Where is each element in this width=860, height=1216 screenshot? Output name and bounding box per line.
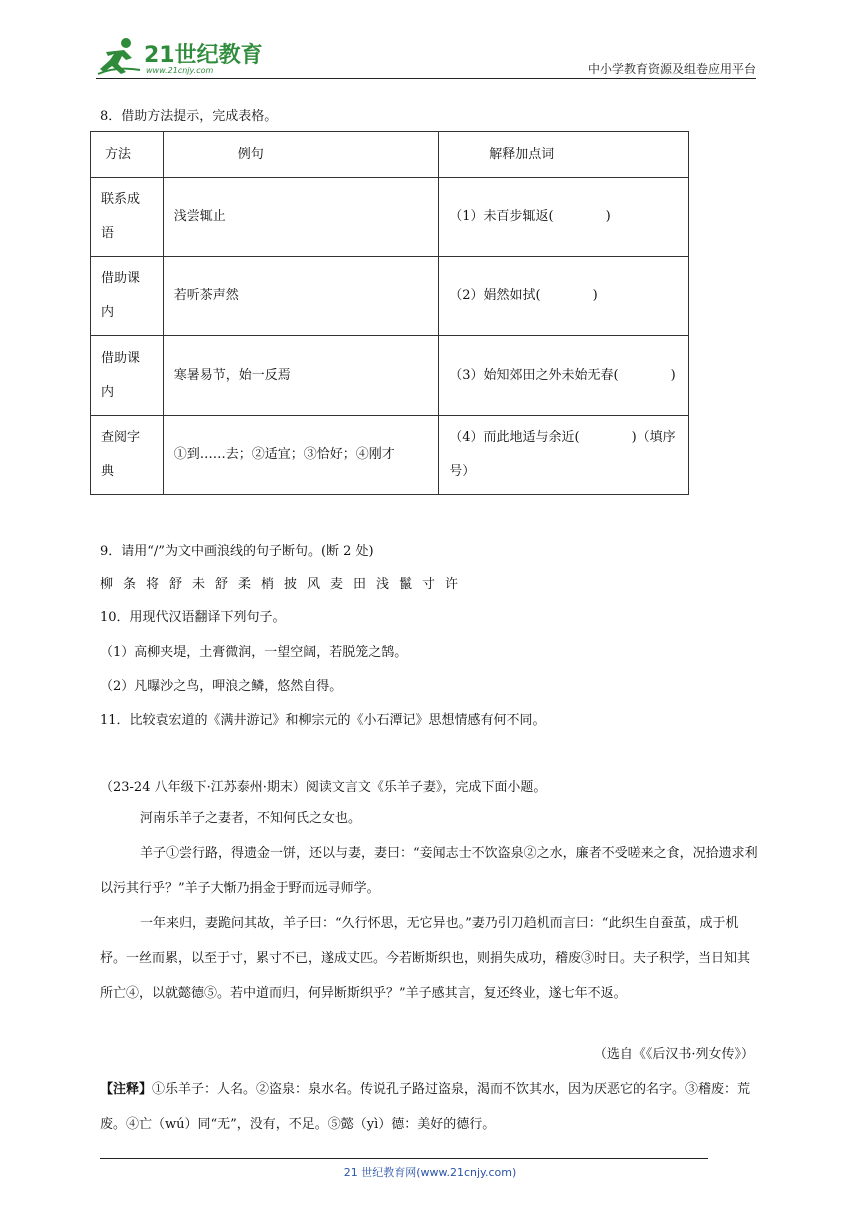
passage-source: （选自《《后汉书·列女传》） <box>593 1047 754 1062</box>
header-explain: 解释加点词 <box>439 132 689 178</box>
header-method: 方法 <box>91 132 164 178</box>
platform-name: 中小学教育资源及组卷应用平台 <box>587 62 756 76</box>
reading-intro: （23-24 八年级下·江苏泰州·期末）阅读文言文《乐羊子妻》，完成下面小题。 <box>100 780 547 795</box>
logo-url: www.21cnjy.com <box>146 66 214 75</box>
row-item: （2）娟然如拭( ) <box>439 257 689 336</box>
passage-notes <box>100 1072 760 1142</box>
question-10-sentence-2: （2）凡曝沙之鸟，呷浪之鳞，悠然自得。 <box>100 679 343 694</box>
footer-divider <box>100 1158 708 1159</box>
notes-label: 【注释】 <box>100 1082 153 1097</box>
passage-paragraph-3: 一年来归，妻跪问其故，羊子曰：“久行怀思，无它异也。”妻乃引刀趋机而言曰：“此织生自蚕茧，成于机杼。一丝而累，以至于寸，累寸不已，遂成丈匹。今若断斯织也，则捐失成功，稽废③时日。夫子积学，当日知其所亡④，以就懿德⑤。若中道而归，何异断斯织乎？”羊子感其言，复还终业，遂七年不返。 <box>100 916 751 1001</box>
table-row <box>91 257 689 336</box>
question-10-sentence-1: （1）高柳夹堤，土膏微润，一望空阔，若脱笼之鹄。 <box>100 645 408 660</box>
question-11-title: 11．比较袁宏道的《满井游记》和柳宗元的《小石潭记》思想情感有何不同。 <box>100 713 546 728</box>
question-10-title: 10．用现代汉语翻译下列句子。 <box>100 610 286 625</box>
row-item: （1）未百步辄返( ) <box>439 178 689 257</box>
table-row <box>91 416 689 495</box>
question-9-title: 9．请用“/”为文中画浪线的句子断句。(断 2 处) <box>100 544 374 559</box>
row-method: 查阅字典 <box>91 416 164 495</box>
row-example: 若听茶声然 <box>163 257 439 336</box>
footer-link[interactable]: 21 世纪教育网(www.21cnjy.com) <box>343 1166 517 1179</box>
runner-logo-icon <box>96 36 142 76</box>
header-example: 例句 <box>163 132 439 178</box>
method-table <box>90 131 689 495</box>
row-example: ①到……去；②适宜；③恰好；④刚才 <box>163 416 439 495</box>
row-example: 寒暑易节，始一反焉 <box>163 336 439 416</box>
passage-paragraph-1: 河南乐羊子之妻者，不知何氏之女也。 <box>140 811 362 826</box>
row-item: （3）始知郊田之外未始无春( ) <box>439 336 689 416</box>
logo-text: 21世纪教育 <box>144 43 263 68</box>
table-row <box>91 178 689 257</box>
notes-text: ①乐羊子：人名。②盗泉：泉水名。传说孔子路过盗泉，渴而不饮其水，因为厌恶它的名字。③稽废：荒废。④亡（wú）同“无”，没有，不足。⑤懿（yì）德：美好的德行。 <box>100 1082 751 1132</box>
row-item: （4）而此地适与余近( )（填序号） <box>439 416 689 495</box>
question-9-sentence: 柳条将舒未舒柔梢披风麦田浅鬣寸许 <box>100 577 469 592</box>
page-header <box>96 30 756 80</box>
row-method: 借助课内 <box>91 336 164 416</box>
row-method: 联系成语 <box>91 178 164 257</box>
table-row <box>91 336 689 416</box>
row-example: 浅尝辄止 <box>163 178 439 257</box>
question-8-title: 8．借助方法提示，完成表格。 <box>100 109 278 124</box>
header-divider <box>96 78 756 79</box>
passage-paragraph-2: 羊子①尝行路，得遗金一饼，还以与妻，妻曰：“妾闻志士不饮盗泉②之水，廉者不受嗟来之食，况拾遗求利以污其行乎？”羊子大惭乃捐金于野而远寻师学。 <box>100 846 758 896</box>
table-header-row <box>91 132 689 178</box>
row-method: 借助课内 <box>91 257 164 336</box>
site-logo <box>96 36 263 76</box>
